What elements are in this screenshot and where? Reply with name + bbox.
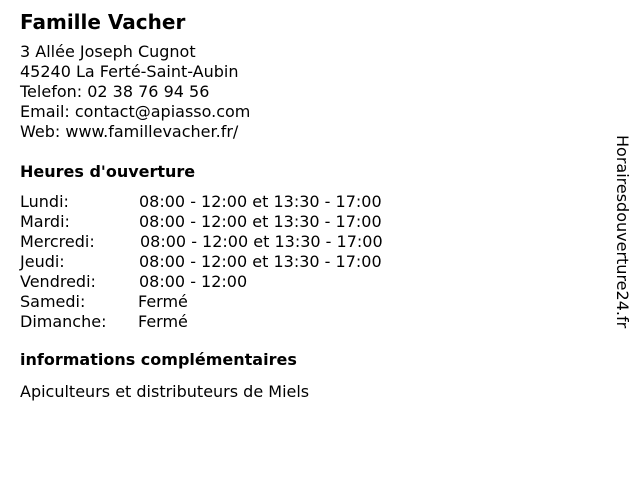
site-watermark: Horairesdouverture24.fr bbox=[613, 135, 632, 329]
additional-info-heading: informations complémentaires bbox=[20, 350, 297, 369]
day-label: Mercredi: bbox=[20, 232, 95, 251]
time-value: Fermé bbox=[138, 292, 188, 311]
email-line: Email: contact@apiasso.com bbox=[20, 102, 251, 121]
day-label: Mardi: bbox=[20, 212, 70, 231]
day-label: Vendredi: bbox=[20, 272, 96, 291]
hours-row-jeudi bbox=[20, 252, 600, 272]
additional-info-text: Apiculteurs et distributeurs de Miels bbox=[20, 382, 310, 401]
web-line: Web: www.famillevacher.fr/ bbox=[20, 122, 239, 141]
phone-line: Telefon: 02 38 76 94 56 bbox=[20, 82, 210, 101]
hours-row-mardi bbox=[20, 212, 600, 232]
address-block bbox=[20, 42, 600, 142]
time-value: 08:00 - 12:00 et 13:30 - 17:00 bbox=[139, 252, 382, 271]
business-card bbox=[20, 8, 600, 402]
hours-row-samedi bbox=[20, 292, 600, 312]
hours-row-lundi bbox=[20, 192, 600, 212]
day-label: Lundi: bbox=[20, 192, 69, 211]
time-value: Fermé bbox=[138, 312, 188, 331]
hours-row-mercredi bbox=[20, 232, 600, 252]
opening-hours-heading: Heures d'ouverture bbox=[20, 162, 196, 181]
day-label: Samedi: bbox=[20, 292, 86, 311]
hours-row-vendredi bbox=[20, 272, 600, 292]
time-value: 08:00 - 12:00 et 13:30 - 17:00 bbox=[140, 232, 383, 251]
opening-hours-table bbox=[20, 192, 600, 332]
business-name: Famille Vacher bbox=[20, 10, 186, 34]
time-value: 08:00 - 12:00 et 13:30 - 17:00 bbox=[139, 192, 382, 211]
day-label: Jeudi: bbox=[20, 252, 65, 271]
time-value: 08:00 - 12:00 et 13:30 - 17:00 bbox=[139, 212, 382, 231]
address-street: 3 Allée Joseph Cugnot bbox=[20, 42, 196, 61]
address-city: 45240 La Ferté-Saint-Aubin bbox=[20, 62, 239, 81]
time-value: 08:00 - 12:00 bbox=[139, 272, 248, 291]
hours-row-dimanche bbox=[20, 312, 600, 332]
day-label: Dimanche: bbox=[20, 312, 107, 331]
